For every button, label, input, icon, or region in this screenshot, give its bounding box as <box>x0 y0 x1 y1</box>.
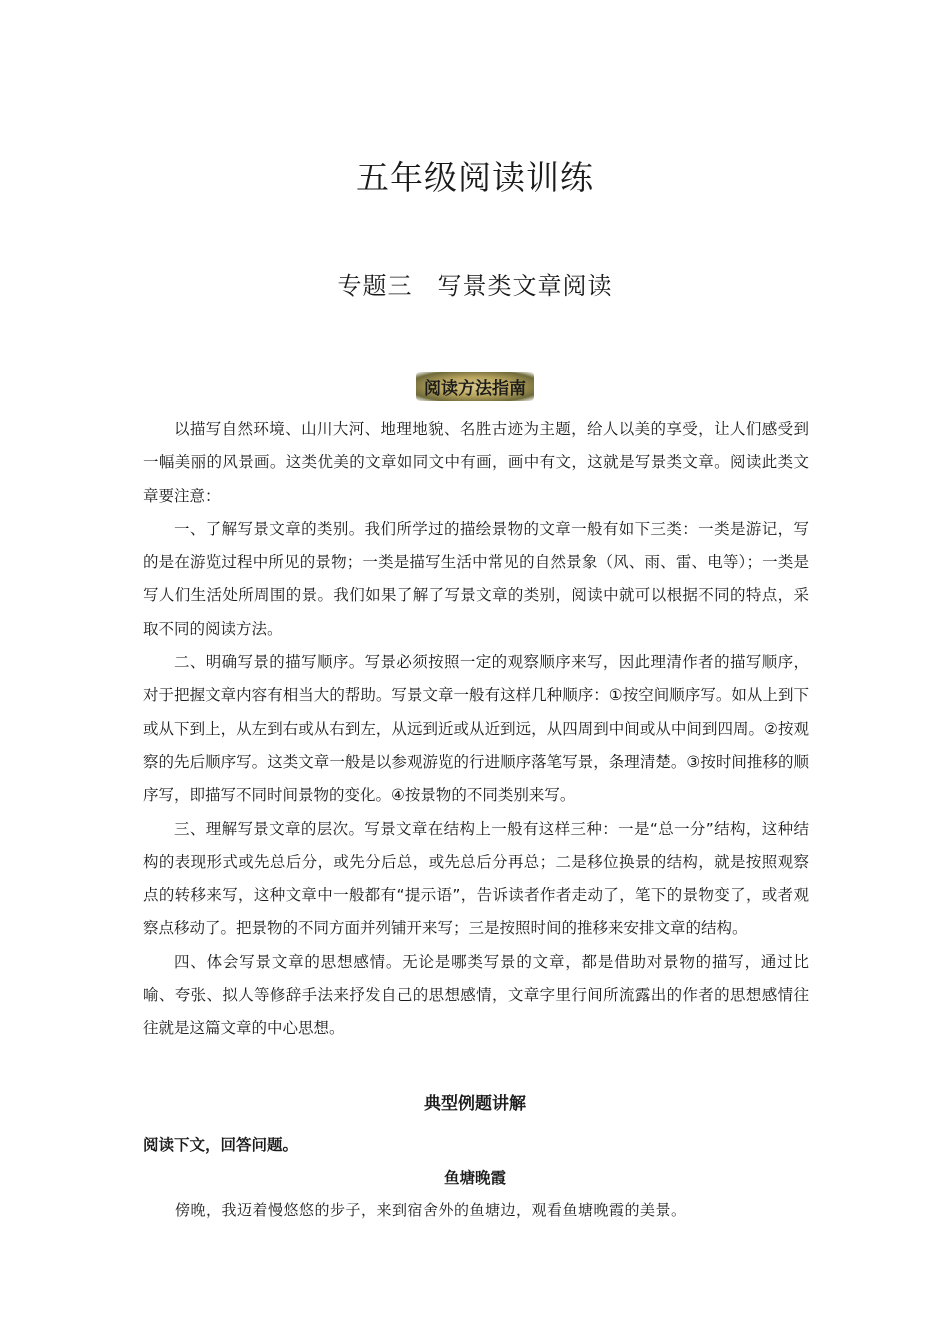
reading-guide-badge: 阅读方法指南 <box>416 372 534 401</box>
passage-title: 鱼塘晚霞 <box>443 1169 506 1187</box>
point-three-paragraph: 三、理解写景文章的层次。写景文章在结构上一般有这样三种：一是“总一分”结构，这种结构的表现形式或先总后分，或先分后总，或先总后分再总；二是移位换景的结构，就是按照观察点的转移来写，这种文章中一般都有“提示语”，告诉读者作者走动了，笔下的景物变了，或者观察点移动了。把景物的不同方面并列铺开来写；三是按照时间的推移来安排文章的结构。 <box>143 819 809 938</box>
guide-body <box>143 413 809 1046</box>
intro-paragraph: 以描写自然环境、山川大河、地理地貌、名胜古迹为主题，给人以美的享受，让人们感受到一幅美丽的风景画。这类优美的文章如同文中有画，画中有文，这就是写景类文章。阅读此类文章要注意： <box>143 420 809 505</box>
reading-instruction: 阅读下文，回答问题。 <box>143 1136 299 1154</box>
guide-badge-container <box>0 372 950 401</box>
point-two-paragraph: 二、明确写景的描写顺序。写景必须按照一定的观察顺序来写，因此理清作者的描写顺序，对于把握文章内容有相当大的帮助。写景文章一般有这样几种顺序：①按空间顺序写。如从上到下或从下到上，从左到右或从右到左，从远到近或从近到远，从四周到中间或从中间到四周。②按观察的先后顺序写。这类文章一般是以参观游览的行进顺序落笔写景，条理清楚。③按时间推移的顺序写，即描写不同时间景物的变化。④按景物的不同类别来写。 <box>143 653 809 805</box>
point-one-paragraph: 一、了解写景文章的类别。我们所学过的描绘景物的文章一般有如下三类：一类是游记，写的是在游览过程中所见的景物；一类是描写生活中常见的自然景象（风、雨、雷、电等）；一类是写人们生活处所周围的景。我们如果了解了写景文章的类别，阅读中就可以根据不同的特点，采取不同的阅读方法。 <box>143 519 809 638</box>
example-section-heading: 典型例题讲解 <box>424 1094 526 1114</box>
point-four-paragraph: 四、体会写景文章的思想感情。无论是哪类写景的文章，都是借助对景物的描写，通过比喻、夸张、拟人等修辞手法来抒发自己的思想感情，文章字里行间所流露出的作者的思想感情往往就是这篇文章的中心思想。 <box>143 952 809 1038</box>
passage-first-line: 傍晚，我迈着慢悠悠的步子，来到宿舍外的鱼塘边，观看鱼塘晚霞的美景。 <box>175 1201 687 1219</box>
page-title: 五年级阅读训练 <box>356 158 594 197</box>
topic-subtitle: 专题三 写景类文章阅读 <box>337 272 613 300</box>
